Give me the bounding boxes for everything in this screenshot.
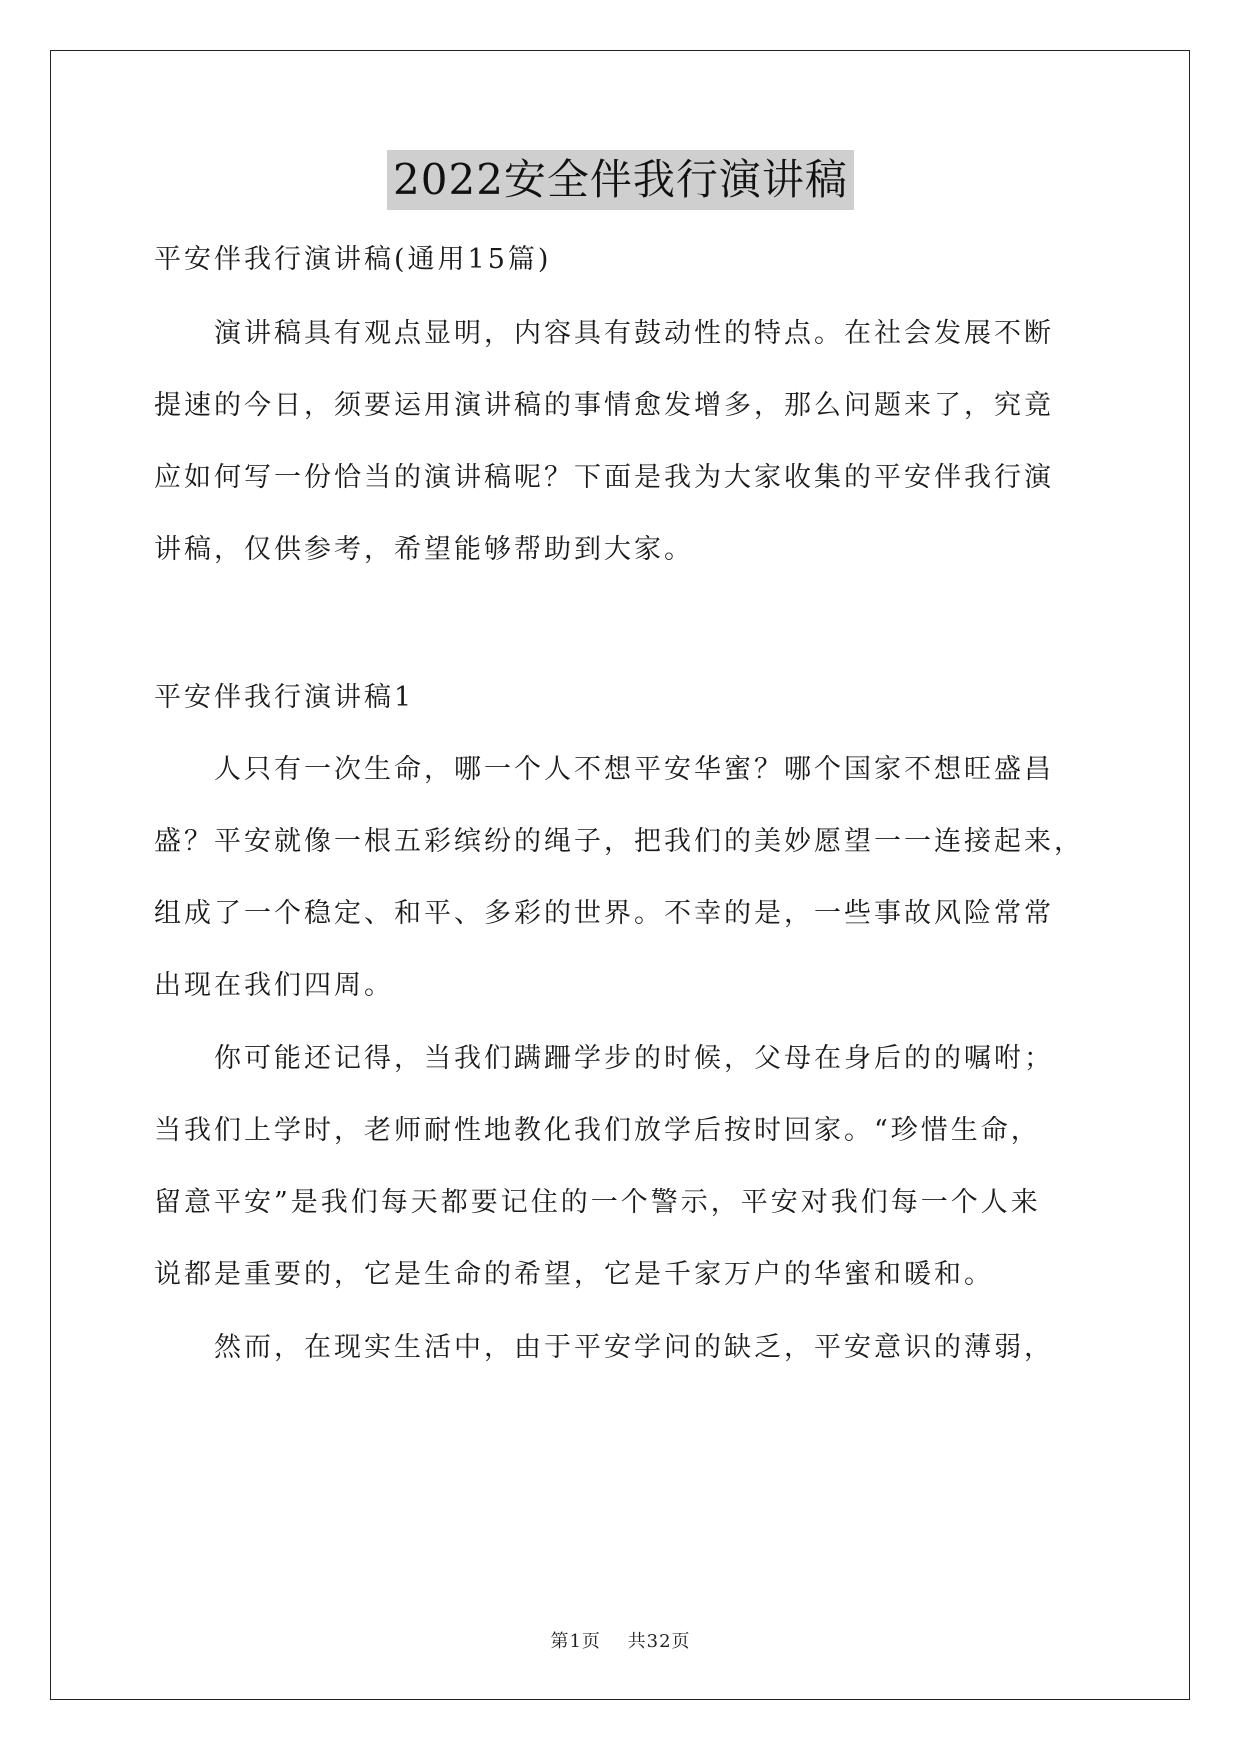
paragraph-line: 人只有一次生命，哪一个人不想平安华蜜？哪个国家不想旺盛昌 — [214, 754, 1054, 785]
paragraph-line: 你可能还记得，当我们蹒跚学步的时候，父母在身后的的嘱咐； — [214, 1043, 1054, 1074]
paragraph-line: 组成了一个稳定、和平、多彩的世界。不幸的是，一些事故风险常常 — [154, 898, 1054, 929]
paragraph-line: 盛？平安就像一根五彩缤纷的绳子，把我们的美妙愿望一一连接起来， — [154, 826, 1084, 857]
document-title: 2022安全伴我行演讲稿 — [387, 150, 854, 210]
page-footer — [0, 1627, 1241, 1653]
paragraph-line: 然而，在现实生活中，由于平安学问的缺乏，平安意识的薄弱， — [214, 1332, 1054, 1363]
paragraph-line: 应如何写一份恰当的演讲稿呢？下面是我为大家收集的平安伴我行演 — [154, 462, 1054, 493]
page-border — [50, 50, 1190, 1700]
page-number: 第1页 — [550, 1631, 601, 1652]
paragraph-line: 出现在我们四周。 — [154, 970, 394, 1001]
paragraph-line: 说都是重要的，它是生命的希望，它是千家万户的华蜜和暖和。 — [154, 1259, 994, 1290]
paragraph-line: 提速的今日，须要运用演讲稿的事情愈发增多，那么问题来了，究竟 — [154, 390, 1054, 421]
document-subtitle: 平安伴我行演讲稿(通用15篇) — [154, 244, 552, 275]
paragraph-line: 讲稿，仅供参考，希望能够帮助到大家。 — [154, 534, 694, 565]
page-total: 共32页 — [627, 1631, 691, 1652]
paragraph-line: 演讲稿具有观点显明，内容具有鼓动性的特点。在社会发展不断 — [214, 318, 1054, 349]
paragraph-line: 当我们上学时，老师耐性地教化我们放学后按时回家。“珍惜生命， — [154, 1115, 1041, 1146]
title-wrap — [0, 150, 1241, 210]
paragraph-line: 留意平安”是我们每天都要记住的一个警示，平安对我们每一个人来 — [154, 1187, 1041, 1218]
section-heading: 平安伴我行演讲稿1 — [154, 682, 415, 713]
